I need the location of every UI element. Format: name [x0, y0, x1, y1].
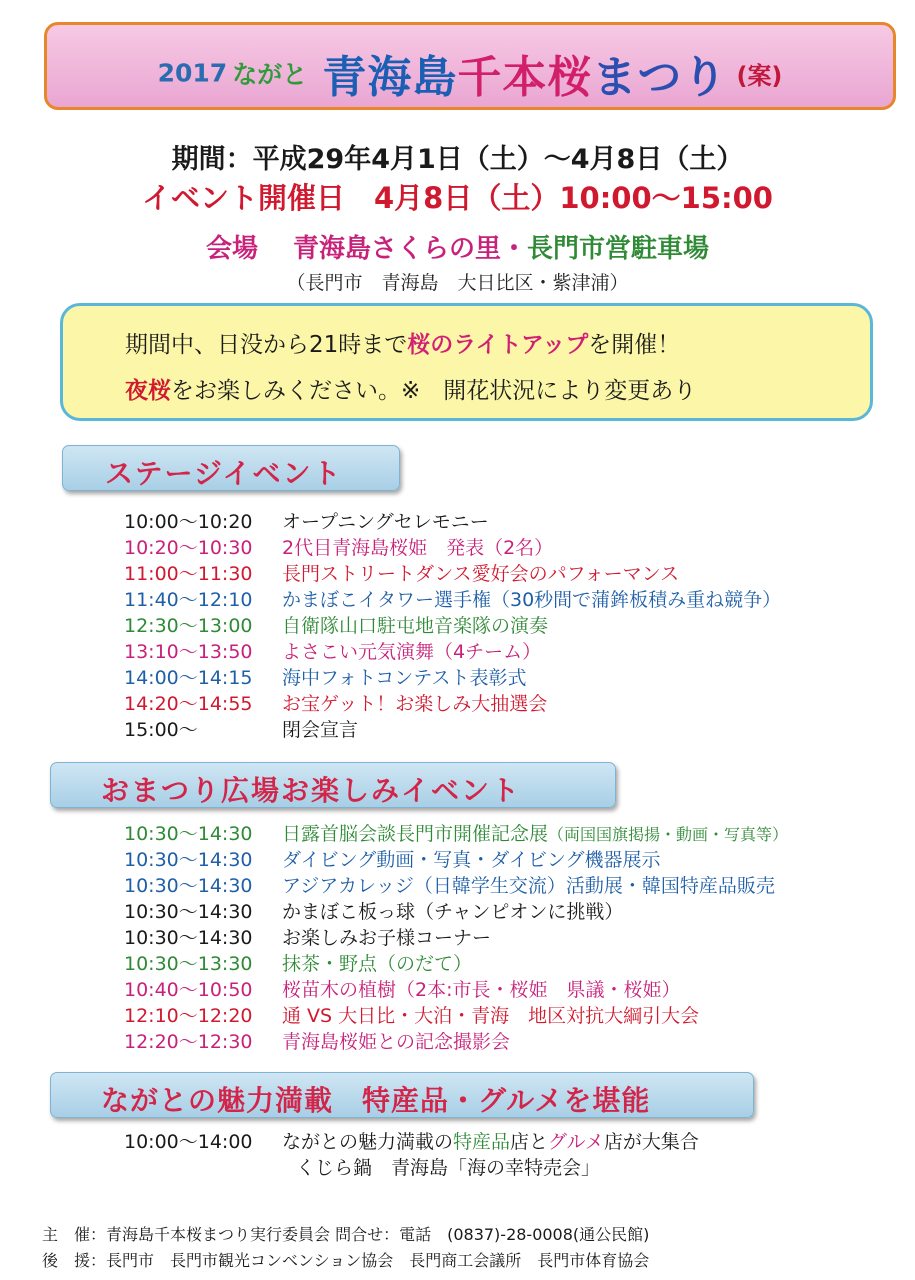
stage-events-title: ステージイベント	[105, 457, 343, 490]
plaza-event-description	[282, 923, 491, 950]
stage-event-time: 15:00〜	[124, 719, 198, 741]
plaza-event-description-text: ダイビング動画・写真・ダイビング機器展示	[282, 849, 661, 871]
notice-l1-a: 期間中、日没から21時まで	[125, 332, 408, 358]
stage-event-time: 13:10〜13:50	[124, 641, 253, 663]
plaza-event-row	[124, 871, 775, 897]
stage-event-row	[124, 611, 549, 637]
plaza-event-description	[282, 1001, 699, 1028]
stage-event-description	[282, 507, 489, 534]
stage-event-description-text: よさこい元気演舞（4チーム）	[282, 641, 542, 663]
title-year: 2017	[157, 58, 228, 88]
stage-event-description-text: 自衛隊山口駐屯地音楽隊の演奏	[282, 615, 549, 637]
gourmet-line2: くじら鍋 青海島「海の幸特売会」	[296, 1157, 601, 1179]
plaza-event-time: 12:20〜12:30	[124, 1031, 253, 1053]
stage-event-row	[124, 715, 359, 741]
stage-event-row	[124, 689, 548, 715]
event-day: イベント開催日 4月8日（土）10:00〜15:00	[142, 181, 773, 215]
stage-event-row	[124, 663, 527, 689]
gourmet-l1-a: ながとの魅力満載の	[282, 1131, 454, 1153]
plaza-event-time: 10:30〜14:30	[124, 927, 253, 949]
stage-event-description	[282, 637, 541, 664]
stage-event-description-text: オープニングセレモニー	[282, 511, 489, 533]
plaza-event-description-text: 通 VS 大日比・大泊・青海 地区対抗大綱引大会	[282, 1005, 700, 1027]
stage-event-time: 14:20〜14:55	[124, 693, 253, 715]
plaza-event-description-text: 抹茶・野点（のだて）	[282, 953, 473, 975]
title-part3: まつり	[592, 52, 728, 103]
plaza-event-description-text: 桜苗木の植樹（2本:市長・桜姫 県議・桜姫）	[282, 979, 681, 1001]
plaza-event-description-note: （両国国旗掲揚・動画・写真等）	[548, 825, 789, 844]
plaza-event-row	[124, 1027, 511, 1053]
stage-event-description-text: 長門ストリートダンス愛好会のパフォーマンス	[282, 563, 680, 585]
plaza-event-time: 10:40〜10:50	[124, 979, 253, 1001]
plaza-event-row	[124, 975, 681, 1001]
gourmet-l1-c: 店と	[510, 1131, 549, 1153]
stage-event-description-text: 2代目青海島桜姫 発表（2名）	[282, 537, 554, 559]
venue-name2: 長門市営駐車場	[527, 234, 710, 264]
plaza-event-description-text: お楽しみお子様コーナー	[282, 927, 492, 949]
notice-line2	[125, 372, 696, 405]
title-part1: 青海島	[322, 52, 458, 103]
plaza-event-description	[282, 845, 660, 872]
plaza-event-row	[124, 923, 492, 949]
plaza-events-title: おまつり広場お楽しみイベント	[101, 774, 522, 807]
stage-event-description	[282, 559, 679, 586]
plaza-event-row	[124, 949, 473, 975]
gourmet-header	[50, 1072, 754, 1118]
stage-event-time: 11:00〜11:30	[124, 563, 253, 585]
plaza-event-time: 10:30〜14:30	[124, 849, 253, 871]
plaza-event-row	[124, 819, 789, 845]
title-annotation: (案)	[736, 61, 783, 90]
stage-event-row	[124, 637, 542, 663]
stage-event-description	[282, 715, 358, 742]
plaza-events-header	[50, 762, 616, 808]
stage-event-description-text: お宝ゲット！お楽しみ大抽選会	[282, 693, 548, 715]
gourmet-l1-e: 店が大集合	[603, 1131, 699, 1153]
stage-event-time: 10:20〜10:30	[124, 537, 253, 559]
title-text	[47, 41, 893, 105]
stage-event-description	[282, 689, 547, 716]
stage-event-row	[124, 559, 680, 585]
stage-event-description	[282, 663, 527, 690]
stage-event-row	[124, 585, 782, 611]
title-banner	[44, 22, 896, 110]
plaza-event-time: 10:30〜14:30	[124, 875, 253, 897]
plaza-event-description	[282, 819, 788, 846]
venue-name1: 青海島さくらの里・	[293, 234, 528, 264]
notice-l1-highlight: 桜のライトアップ	[407, 332, 589, 358]
stage-event-row	[124, 507, 489, 533]
footer-organizer: 主 催：青海島千本桜まつり実行委員会 問合せ：電話 (0837)-28-0008(通公民館)	[42, 1225, 650, 1244]
plaza-event-row	[124, 897, 624, 923]
plaza-event-description-text: アジアカレッジ（日韓学生交流）活動展・韓国特産品販売	[282, 875, 775, 897]
plaza-event-description	[282, 949, 472, 976]
stage-event-description	[282, 585, 781, 612]
event-period: 期間：平成29年4月1日（土）〜4月8日（土）	[171, 144, 744, 175]
venue-address: （長門市 青海島 大日比区・紫津浦）	[286, 272, 629, 294]
title-part2: 千本桜	[457, 52, 593, 103]
plaza-event-description-text: かまぼこ板っ球（チャンピオンに挑戦）	[282, 901, 624, 923]
gourmet-time: 10:00〜14:00	[124, 1131, 253, 1153]
plaza-event-description-text: 青海島桜姫との記念撮影会	[282, 1031, 511, 1053]
plaza-event-time: 10:30〜14:30	[124, 823, 253, 845]
plaza-event-description	[282, 975, 681, 1002]
stage-event-description	[282, 533, 553, 560]
venue	[0, 228, 915, 265]
stage-event-row	[124, 533, 554, 559]
title-prefix: ながと	[232, 60, 308, 89]
plaza-event-description	[282, 1027, 510, 1054]
gourmet-line1	[124, 1127, 699, 1154]
stage-event-description	[282, 611, 548, 638]
venue-label: 会場	[205, 234, 258, 264]
plaza-event-description-text: 日露首脳会談長門市開催記念展	[282, 823, 549, 845]
plaza-event-time: 10:30〜14:30	[124, 901, 253, 923]
gourmet-l1-gourmet: グルメ	[548, 1131, 604, 1153]
plaza-event-row	[124, 1001, 700, 1027]
stage-event-time: 11:40〜12:10	[124, 589, 253, 611]
plaza-event-time: 12:10〜12:20	[124, 1005, 253, 1027]
gourmet-title: ながとの魅力満載 特産品・グルメを堪能	[101, 1084, 651, 1117]
plaza-event-time: 10:30〜13:30	[124, 953, 253, 975]
notice-l2-highlight: 夜桜	[125, 378, 171, 404]
plaza-event-row	[124, 845, 661, 871]
stage-event-time: 12:30〜13:00	[124, 615, 253, 637]
lightup-notice	[60, 303, 873, 421]
stage-event-description-text: 海中フォトコンテスト表彰式	[282, 667, 527, 689]
notice-l2-b: をお楽しみください。※ 開花状況により変更あり	[171, 378, 697, 404]
gourmet-l1-specialty: 特産品	[453, 1131, 511, 1153]
stage-event-time: 10:00〜10:20	[124, 511, 253, 533]
notice-line1	[125, 326, 680, 359]
notice-l1-c: を開催！	[588, 332, 681, 358]
plaza-event-description	[282, 871, 775, 898]
stage-events-header	[62, 445, 400, 491]
stage-event-time: 14:00〜14:15	[124, 667, 253, 689]
plaza-event-description	[282, 897, 623, 924]
stage-event-description-text: 閉会宣言	[282, 719, 359, 741]
stage-event-description-text: かまぼこイタワー選手権（30秒間で蒲鉾板積み重ね競争）	[282, 589, 782, 611]
footer-sponsors: 後 援：長門市 長門市観光コンベンション協会 長門商工会議所 長門市体育協会	[42, 1251, 650, 1270]
